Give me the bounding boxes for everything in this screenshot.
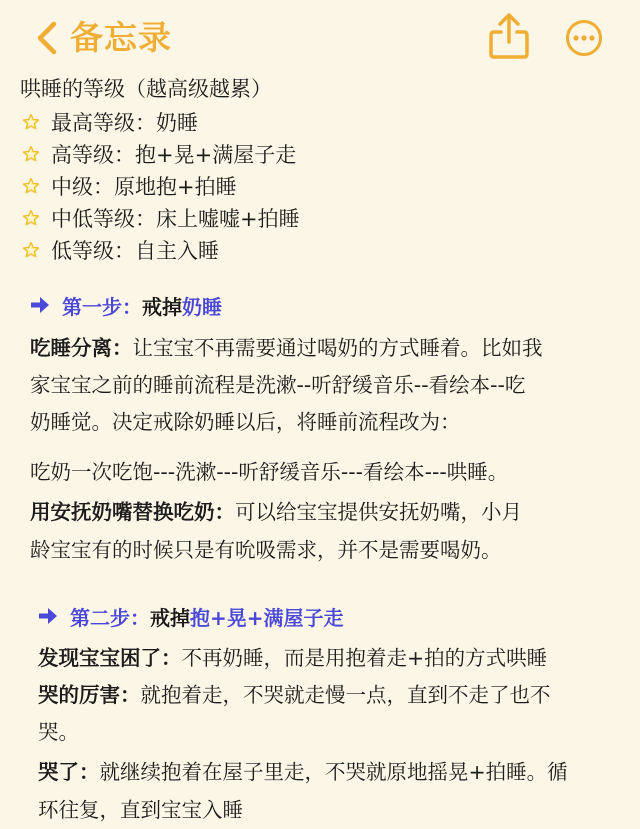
arrow-right-icon — [38, 607, 58, 625]
level-text: 中级：原地抱+拍睡 — [51, 175, 237, 199]
paragraph-line: 龄宝宝有的时候只是有吮吸需求，并不是需要喝奶。 — [30, 538, 502, 562]
bold-lead: 哭了： — [38, 760, 100, 784]
star-icon — [22, 145, 40, 163]
paragraph-text: 就继续抱着在屋子里走，不哭就原地摇晃+拍睡。循 — [99, 760, 568, 784]
step-1-heading — [30, 288, 222, 322]
star-icon — [22, 177, 40, 195]
bold-lead: 吃睡分离： — [30, 336, 133, 360]
back-button[interactable] — [36, 18, 172, 58]
step-2-heading — [38, 599, 344, 633]
share-icon — [486, 12, 532, 60]
bold-lead: 用安抚奶嘴替换吃奶： — [30, 500, 235, 524]
paragraph-line: 哭。 — [38, 720, 79, 744]
paragraph-text: 就抱着走，不哭就走慢一点，直到不走了也不 — [140, 683, 551, 707]
navigation-bar — [0, 0, 640, 76]
paragraph-line: 奶睡觉。决定戒除奶睡以后，将睡前流程改为： — [30, 410, 461, 434]
paragraph-line: 环往复，直到宝宝入睡 — [38, 798, 243, 822]
arrow-right-icon — [30, 296, 50, 314]
paragraph-line: 家宝宝之前的睡前流程是洗漱--听舒缓音乐--看绘本--吃 — [30, 373, 526, 397]
paragraph-line — [30, 494, 522, 531]
step-1-label: 第一步： — [62, 294, 142, 319]
paragraph-text: 可以给宝宝提供安抚奶嘴，小月 — [235, 500, 522, 524]
star-icon — [22, 113, 40, 131]
step-2-highlight: 抱+晃+满屋子走 — [190, 605, 344, 630]
level-text: 高等级：抱+晃+满屋子走 — [51, 143, 297, 167]
note-title: 哄睡的等级（越高级越累） — [20, 77, 272, 101]
share-button[interactable] — [486, 12, 532, 60]
more-icon — [565, 19, 603, 57]
step-2-label: 第二步： — [70, 605, 150, 630]
paragraph-text: 不再奶睡，而是用抱着走+拍的方式哄睡 — [181, 646, 548, 670]
level-item — [22, 106, 198, 138]
more-button[interactable] — [565, 19, 603, 57]
paragraph-line — [38, 640, 547, 677]
bold-lead: 哭的厉害： — [38, 683, 141, 707]
level-text: 低等级：自主入睡 — [51, 239, 219, 263]
step-1-prefix: 戒掉 — [142, 294, 182, 319]
level-item — [22, 138, 296, 170]
step-1-highlight: 奶睡 — [182, 294, 222, 319]
paragraph-line — [38, 677, 551, 714]
paragraph-line — [30, 330, 543, 367]
level-text: 最高等级：奶睡 — [51, 111, 198, 135]
paragraph-line — [38, 754, 568, 791]
bold-lead: 发现宝宝困了： — [38, 646, 182, 670]
star-icon — [22, 241, 40, 259]
star-icon — [22, 209, 40, 227]
level-item — [22, 202, 300, 234]
step-2-prefix: 戒掉 — [150, 605, 190, 630]
level-item — [22, 170, 237, 202]
paragraph-line: 吃奶一次吃饱---洗漱---听舒缓音乐---看绘本---哄睡。 — [30, 460, 509, 484]
level-text: 中低等级：床上嘘嘘+拍睡 — [51, 207, 300, 231]
chevron-left-icon — [36, 21, 58, 55]
paragraph-text: 让宝宝不再需要通过喝奶的方式睡着。比如我 — [132, 336, 543, 360]
back-label: 备忘录 — [70, 18, 172, 57]
level-item — [22, 234, 219, 266]
